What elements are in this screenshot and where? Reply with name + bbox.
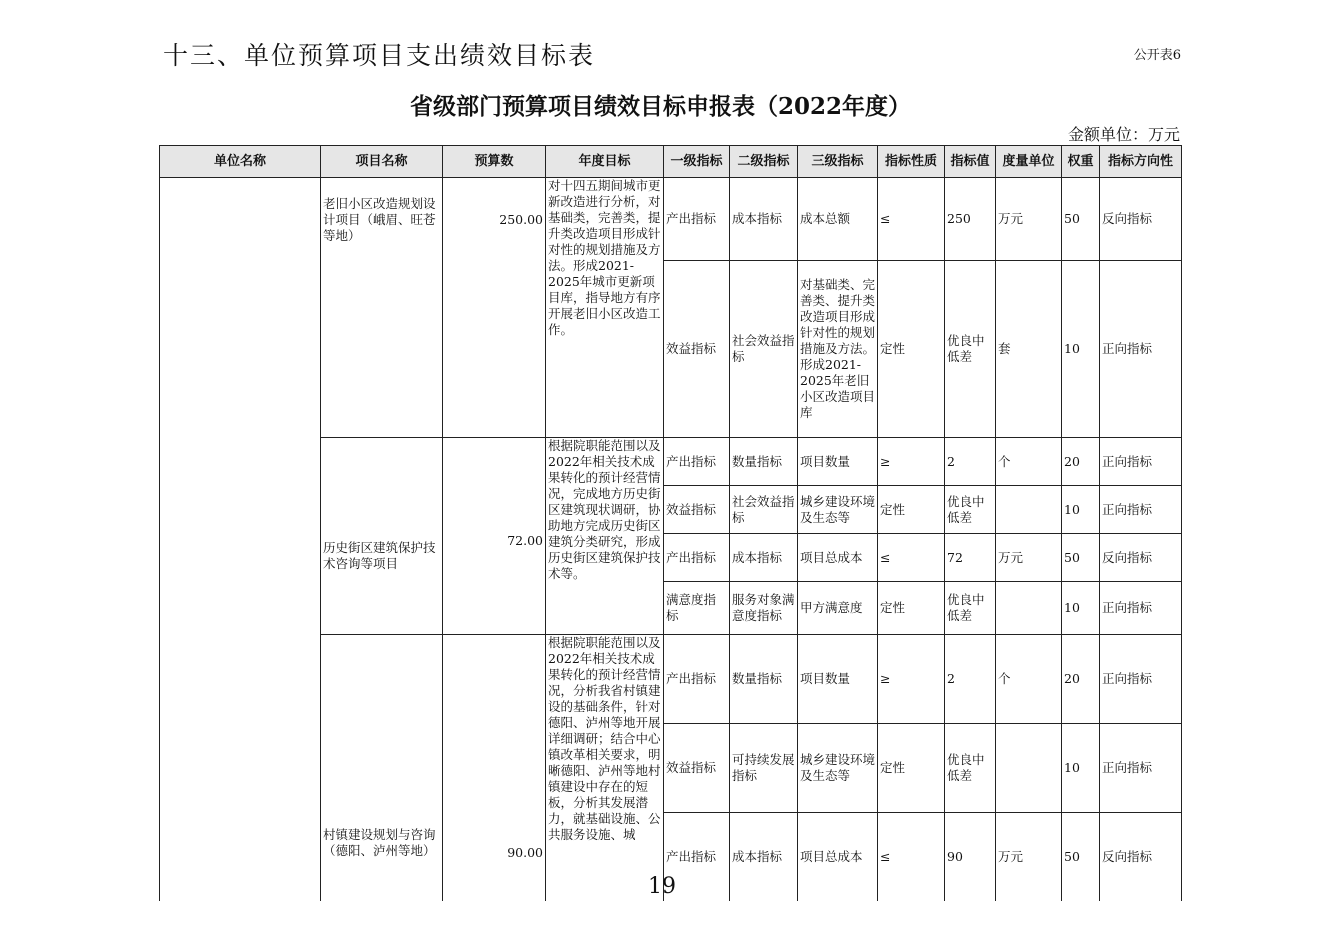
level1-indicator-cell: 产出指标 (664, 178, 730, 261)
level3-indicator-cell: 对基础类、完善类、提升类改造项目形成针对性的规划措施及方法。形成2021-2025年老旧小区改造项目库 (798, 261, 878, 438)
column-header: 单位名称 (160, 146, 321, 178)
level1-indicator-cell: 产出指标 (664, 635, 730, 724)
direction-cell: 正向指标 (1100, 486, 1182, 534)
column-header: 指标方向性 (1100, 146, 1182, 178)
indicator-nature-cell: ≥ (878, 635, 945, 724)
indicator-value-cell: 90 (945, 813, 996, 901)
level1-indicator-cell: 效益指标 (664, 486, 730, 534)
indicator-nature-cell: ≥ (878, 438, 945, 486)
level3-indicator-cell: 项目总成本 (798, 534, 878, 582)
column-header: 指标性质 (878, 146, 945, 178)
weight-cell: 10 (1062, 582, 1100, 635)
indicator-value-cell: 优良中低差 (945, 261, 996, 438)
direction-cell: 正向指标 (1100, 438, 1182, 486)
indicator-value-cell: 优良中低差 (945, 582, 996, 635)
direction-cell: 反向指标 (1100, 534, 1182, 582)
level3-indicator-cell: 甲方满意度 (798, 582, 878, 635)
level1-indicator-cell: 满意度指标 (664, 582, 730, 635)
budget-cell: 72.00 (443, 438, 546, 635)
direction-cell: 正向指标 (1100, 635, 1182, 724)
level2-indicator-cell: 服务对象满意度指标 (730, 582, 798, 635)
indicator-value-cell: 250 (945, 178, 996, 261)
table-row (160, 178, 1182, 261)
level3-indicator-cell: 城乡建设环境及生态等 (798, 486, 878, 534)
column-header: 三级指标 (798, 146, 878, 178)
column-header: 度量单位 (996, 146, 1062, 178)
budget-cell: 90.00 (443, 635, 546, 901)
direction-cell: 正向指标 (1100, 582, 1182, 635)
direction-cell: 反向指标 (1100, 813, 1182, 901)
measure-unit-cell: 万元 (996, 813, 1062, 901)
column-header: 项目名称 (321, 146, 443, 178)
performance-target-table (159, 145, 1182, 901)
level1-indicator-cell: 产出指标 (664, 438, 730, 486)
annual-goal-cell: 根据院职能范围以及2022年相关技术成果转化的预计经营情况，分析我省村镇建设的基础条件，针对德阳、泸州等地开展详细调研；结合中心镇改革相关要求，明晰德阳、泸州等地村镇建设中存在的短板，分析其发展潜力，就基础设施、公共服务设施、城 (546, 635, 664, 901)
level1-indicator-cell: 产出指标 (664, 534, 730, 582)
weight-cell: 20 (1062, 438, 1100, 486)
budget-cell: 250.00 (443, 178, 546, 438)
level3-indicator-cell: 项目数量 (798, 438, 878, 486)
page-title: 省级部门预算项目绩效目标申报表（2022年度） (409, 93, 911, 120)
project-name-cell: 村镇建设规划与咨询（德阳、泸州等地） (321, 635, 443, 901)
weight-cell: 50 (1062, 813, 1100, 901)
public-table-tag: 公开表6 (1133, 48, 1181, 63)
column-header: 指标值 (945, 146, 996, 178)
measure-unit-cell (996, 486, 1062, 534)
column-header: 二级指标 (730, 146, 798, 178)
level2-indicator-cell: 数量指标 (730, 438, 798, 486)
project-name-cell: 历史街区建筑保护技术咨询等项目 (321, 438, 443, 635)
measure-unit-cell: 万元 (996, 534, 1062, 582)
level1-indicator-cell: 效益指标 (664, 724, 730, 813)
weight-cell: 10 (1062, 724, 1100, 813)
indicator-value-cell: 2 (945, 438, 996, 486)
level2-indicator-cell: 可持续发展指标 (730, 724, 798, 813)
weight-cell: 50 (1062, 178, 1100, 261)
indicator-value-cell: 优良中低差 (945, 486, 996, 534)
weight-cell: 10 (1062, 261, 1100, 438)
level2-indicator-cell: 数量指标 (730, 635, 798, 724)
indicator-nature-cell: ≤ (878, 813, 945, 901)
indicator-nature-cell: 定性 (878, 724, 945, 813)
measure-unit-cell: 个 (996, 438, 1062, 486)
direction-cell: 反向指标 (1100, 178, 1182, 261)
measure-unit-cell (996, 582, 1062, 635)
level3-indicator-cell: 成本总额 (798, 178, 878, 261)
indicator-value-cell: 72 (945, 534, 996, 582)
annual-goal-cell: 根据院职能范围以及2022年相关技术成果转化的预计经营情况，完成地方历史街区建筑现状调研，协助地方完成历史街区建筑分类研究，形成历史街区建筑保护技术等。 (546, 438, 664, 635)
weight-cell: 50 (1062, 534, 1100, 582)
amount-unit-label: 金额单位：万元 (1067, 125, 1180, 144)
level3-indicator-cell: 项目数量 (798, 635, 878, 724)
indicator-nature-cell: 定性 (878, 486, 945, 534)
indicator-value-cell: 2 (945, 635, 996, 724)
level2-indicator-cell: 社会效益指标 (730, 261, 798, 438)
level1-indicator-cell: 产出指标 (664, 813, 730, 901)
column-header: 一级指标 (664, 146, 730, 178)
measure-unit-cell: 个 (996, 635, 1062, 724)
direction-cell: 正向指标 (1100, 261, 1182, 438)
measure-unit-cell: 万元 (996, 178, 1062, 261)
section-title: 十三、单位预算项目支出绩效目标表 (163, 41, 596, 70)
project-name-cell: 老旧小区改造规划设计项目（峨眉、旺苍等地） (321, 178, 443, 438)
indicator-nature-cell: 定性 (878, 261, 945, 438)
column-header: 预算数 (443, 146, 546, 178)
direction-cell: 正向指标 (1100, 724, 1182, 813)
page-number: 19 (648, 874, 676, 899)
annual-goal-cell: 对十四五期间城市更新改造进行分析，对基础类，完善类，提升类改造项目形成针对性的规划措施及方法。形成2021-2025年城市更新项目库，指导地方有序开展老旧小区改造工作。 (546, 178, 664, 438)
indicator-nature-cell: ≤ (878, 178, 945, 261)
indicator-nature-cell: ≤ (878, 534, 945, 582)
measure-unit-cell (996, 724, 1062, 813)
level2-indicator-cell: 社会效益指标 (730, 486, 798, 534)
weight-cell: 20 (1062, 635, 1100, 724)
measure-unit-cell: 套 (996, 261, 1062, 438)
weight-cell: 10 (1062, 486, 1100, 534)
level1-indicator-cell: 效益指标 (664, 261, 730, 438)
table-header-row (160, 146, 1182, 178)
level2-indicator-cell: 成本指标 (730, 534, 798, 582)
unit-name-cell (160, 178, 321, 901)
column-header: 权重 (1062, 146, 1100, 178)
level3-indicator-cell: 项目总成本 (798, 813, 878, 901)
level3-indicator-cell: 城乡建设环境及生态等 (798, 724, 878, 813)
level2-indicator-cell: 成本指标 (730, 178, 798, 261)
indicator-nature-cell: 定性 (878, 582, 945, 635)
level2-indicator-cell: 成本指标 (730, 813, 798, 901)
indicator-value-cell: 优良中低差 (945, 724, 996, 813)
column-header: 年度目标 (546, 146, 664, 178)
